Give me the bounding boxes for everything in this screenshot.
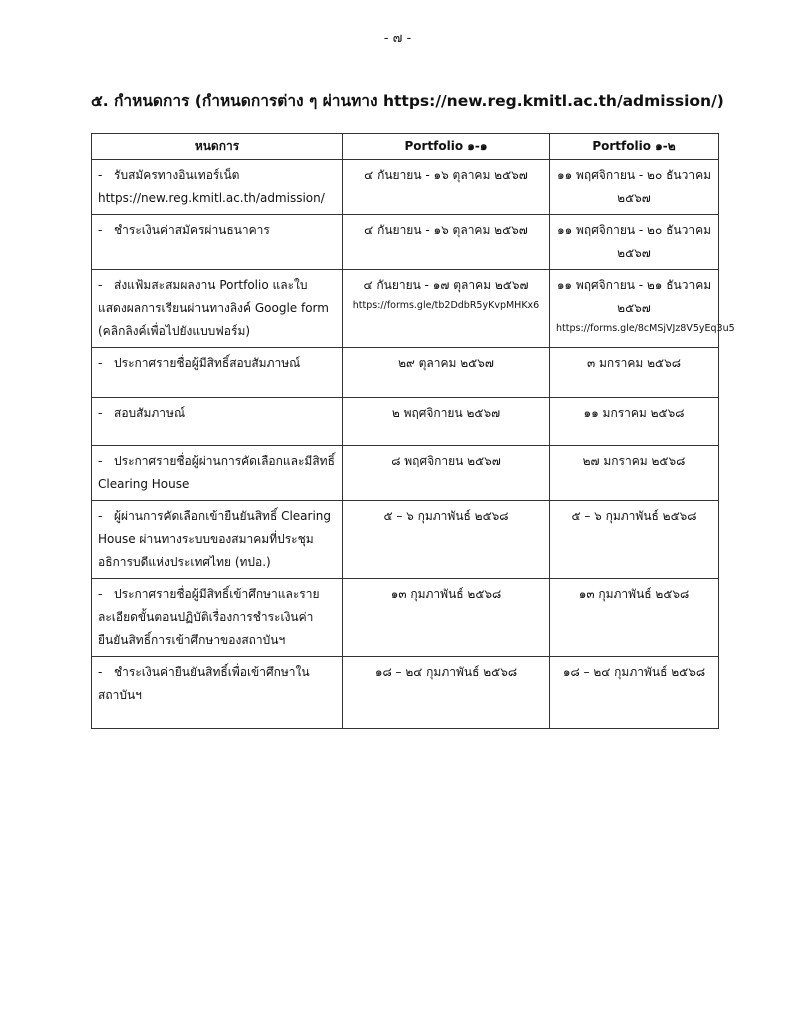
google-form-link-p1[interactable]: https://forms.gle/tb2DdbR5yKvpMHKx6 xyxy=(352,300,540,311)
row-date-p2: ๑๘ – ๒๔ กุมภาพันธ์ ๒๕๖๘ xyxy=(550,657,719,729)
section-heading: ๕. กำหนดการ (กำหนดการต่าง ๆ ผ่านทาง https://new.reg.kmitl.ac.th/admission/) xyxy=(91,92,724,110)
row-date-p2 xyxy=(550,270,735,348)
row-date-p2: ๑๑ พฤศจิกายน - ๒๐ ธันวาคม ๒๕๖๗ xyxy=(550,215,719,270)
row-date-p1: ๕ – ๖ กุมภาพันธ์ ๒๕๖๘ xyxy=(343,501,550,579)
row-date-p2: ๑๑ พฤศจิกายน - ๒๐ ธันวาคม ๒๕๖๗ xyxy=(550,160,719,215)
row-date-p2: ๕ – ๖ กุมภาพันธ์ ๒๕๖๘ xyxy=(550,501,719,579)
row-date-p2: ๓ มกราคม ๒๕๖๘ xyxy=(550,348,719,398)
row-date-p1: ๑๓ กุมภาพันธ์ ๒๕๖๘ xyxy=(343,579,550,657)
row-date-p1: ๒ พฤศจิกายน ๒๕๖๗ xyxy=(343,398,550,446)
row-date-p2-text: ๑๑ พฤศจิกายน - ๒๑ ธันวาคม ๒๕๖๗ xyxy=(556,278,712,315)
row-task: - รับสมัครทางอินเทอร์เน็ต https://new.reg.kmitl.ac.th/admission/ xyxy=(92,160,343,215)
row-date-p2: ๒๗ มกราคม ๒๕๖๘ xyxy=(550,446,719,501)
row-date-p1: ๔ กันยายน - ๑๖ ตุลาคม ๒๕๖๗ xyxy=(343,215,550,270)
row-task: - ประกาศรายชื่อผู้ผ่านการคัดเลือกและมีสิทธิ์ Clearing House xyxy=(92,446,343,501)
row-date-p1: ๑๘ – ๒๔ กุมภาพันธ์ ๒๕๖๘ xyxy=(343,657,550,729)
row-date-p1: ๔ กันยายน - ๑๖ ตุลาคม ๒๕๖๗ xyxy=(343,160,550,215)
header-task: หนดการ xyxy=(92,134,343,160)
table-row xyxy=(92,398,719,446)
row-task: - ชำระเงินค่าสมัครผ่านธนาคาร xyxy=(92,215,343,270)
table-row xyxy=(92,446,719,501)
row-task: - ส่งแฟ้มสะสมผลงาน Portfolio และใบแสดงผลการเรียนผ่านทางลิงค์ Google form (คลิกลิงค์เพื่อไปยังแบบฟอร์ม) xyxy=(92,270,343,348)
table-row xyxy=(92,501,719,579)
row-date-p1-text: ๔ กันยายน - ๑๗ ตุลาคม ๒๕๖๗ xyxy=(363,278,529,292)
table-header-row xyxy=(92,134,719,160)
row-date-p1 xyxy=(343,270,550,348)
table-row xyxy=(92,215,719,270)
header-portfolio-1-2: Portfolio ๑-๒ xyxy=(550,134,719,160)
google-form-link-p2[interactable]: https://forms.gle/8cMSjVJz8V5yEq3u5 xyxy=(556,323,735,334)
row-task: - ชำระเงินค่ายืนยันสิทธิ์เพื่อเข้าศึกษาในสถาบันฯ xyxy=(92,657,343,729)
row-task: - สอบสัมภาษณ์ xyxy=(92,398,343,446)
table-row xyxy=(92,270,719,348)
row-task: - ประกาศรายชื่อผู้มีสิทธิ์เข้าศึกษาและรายละเอียดขั้นตอนปฏิบัติเรื่องการชำระเงินค่ายืนยันสิทธิ์การเข้าศึกษาของสถาบันฯ xyxy=(92,579,343,657)
table-row xyxy=(92,348,719,398)
row-date-p2: ๑๓ กุมภาพันธ์ ๒๕๖๘ xyxy=(550,579,719,657)
table-row xyxy=(92,160,719,215)
schedule-table xyxy=(91,133,735,729)
row-task: - ผู้ผ่านการคัดเลือกเข้ายืนยันสิทธิ์ Clearing House ผ่านทางระบบของสมาคมที่ประชุมอธิการบดีแห่งประเทศไทย (ทปอ.) xyxy=(92,501,343,579)
row-date-p2: ๑๑ มกราคม ๒๕๖๘ xyxy=(550,398,719,446)
table-row xyxy=(92,657,719,729)
row-task: - ประกาศรายชื่อผู้มีสิทธิ์สอบสัมภาษณ์ xyxy=(92,348,343,398)
table-row xyxy=(92,579,719,657)
page-number: - ๗ - xyxy=(383,31,412,46)
header-portfolio-1-1: Portfolio ๑-๑ xyxy=(343,134,550,160)
row-date-p1: ๘ พฤศจิกายน ๒๕๖๗ xyxy=(343,446,550,501)
row-date-p1: ๒๙ ตุลาคม ๒๕๖๗ xyxy=(343,348,550,398)
